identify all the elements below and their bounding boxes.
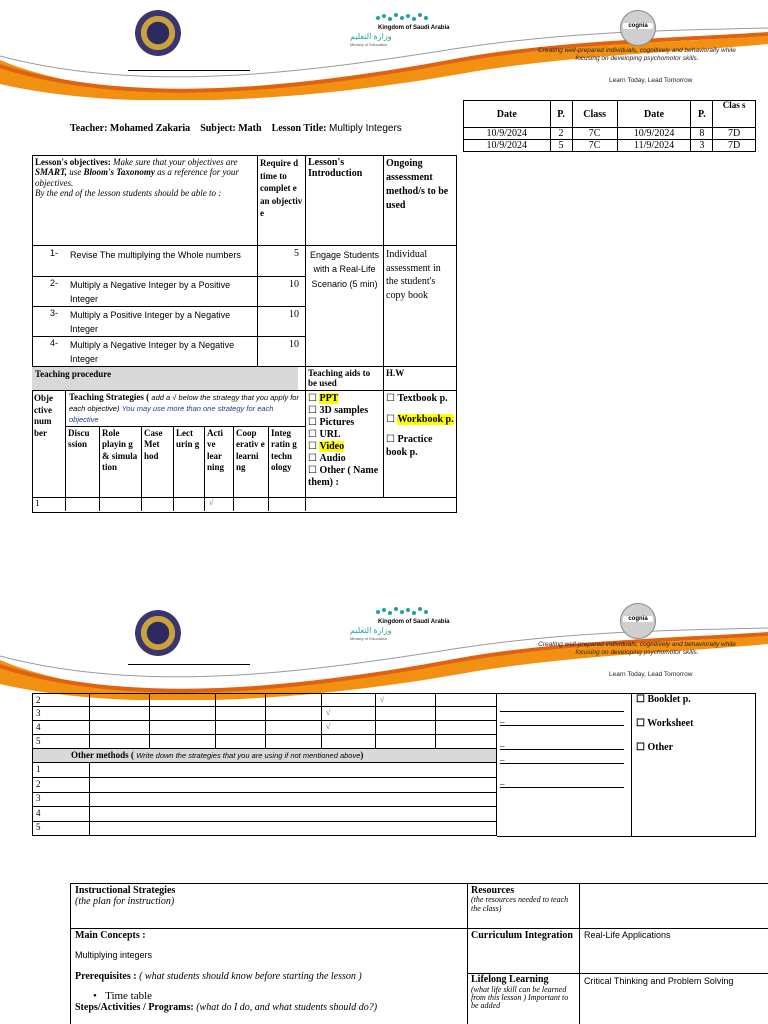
strategy-check-cell[interactable] [376, 707, 436, 721]
schedule-cell: 7D [713, 128, 756, 140]
instructional-table [70, 883, 768, 1024]
motto: Learn Today, Lead Tomorrow [609, 671, 693, 678]
aid-blank-line[interactable]: – [500, 753, 624, 764]
ministry-logo [350, 605, 450, 641]
schedule-header: P. [550, 101, 572, 128]
objective-row-number: 3 [32, 707, 90, 721]
schedule-cell: 10/9/2024 [464, 128, 551, 140]
aid-3d-samples[interactable]: ☐ 3D samples [308, 405, 369, 416]
strategy-check-cell[interactable] [322, 693, 376, 707]
hw-textbook[interactable]: ☐ Textbook p. [386, 393, 448, 404]
strategy-column-header: Lect urin g [174, 426, 205, 497]
lifelong-note: (what life skill can be learned from this lesson ) Important to be added [471, 984, 569, 1011]
tagline: Creating well-prepared individuals, cognitively and behaviorally while focusing on developing psychomotor skills. [538, 47, 736, 63]
strategy-check-cell[interactable] [376, 735, 436, 749]
other-method-number: 1 [32, 763, 90, 778]
strategy-check-cell[interactable] [90, 735, 150, 749]
aid-ppt[interactable]: ☐ PPT [308, 393, 339, 404]
strategy-column-header: Role playin g & simula tion [100, 426, 142, 497]
steps-note: (what do I do, and what students should do?) [196, 1002, 378, 1013]
strategy-check-cell[interactable] [436, 693, 497, 707]
aid-blank-line[interactable]: – [500, 715, 624, 726]
schedule-cell: 3 [691, 140, 713, 152]
schedule-table [463, 100, 756, 152]
strategy-check-cell[interactable] [266, 707, 322, 721]
checkbox-icon: ☐ [636, 742, 648, 753]
schedule-cell: 7C [572, 140, 617, 152]
schedule-cell: 2 [550, 128, 572, 140]
strategy-check-cell[interactable] [216, 693, 266, 707]
strategy-check-cell[interactable] [436, 721, 497, 735]
assessment-header: Ongoing assessment method/s to be used [384, 155, 456, 246]
strategy-check-cell[interactable] [150, 707, 216, 721]
hw-option[interactable] [636, 742, 673, 753]
teaching-aids-list [306, 390, 384, 497]
schedule-header: P. [691, 101, 713, 128]
strategy-check-cell[interactable] [266, 735, 322, 749]
schedule-cell: 7C [572, 128, 617, 140]
teaching-procedure: Teaching procedure [32, 366, 298, 390]
instr-title-cell [70, 883, 468, 929]
strategy-column-header: Integ ratin g techn ology [269, 426, 306, 497]
paren: ( [128, 750, 137, 760]
strategy-check-cell[interactable] [90, 693, 150, 707]
objective-row-number: 4 [32, 721, 90, 735]
ministry-sub: Ministry of Education [350, 636, 388, 641]
cognia-logo: cognia [620, 603, 656, 639]
strategy-column-header: Case Met hod [142, 426, 174, 497]
objective-time: 10 [258, 306, 306, 336]
hw-option-label: Booklet p. [647, 694, 691, 705]
objective-number-header: Obje ctive num ber [32, 390, 66, 497]
concept-value: Multiplying integers [75, 950, 153, 960]
ministry-dots-icon [374, 605, 434, 619]
strategy-check-cell[interactable] [322, 735, 376, 749]
other-method-input[interactable] [90, 807, 497, 822]
strategy-check-cell[interactable] [150, 735, 216, 749]
assessment-text: Individual assessment in the student's copy book [386, 249, 441, 301]
aid-blank-line[interactable] [500, 701, 624, 712]
objective-row-number: 2 [32, 693, 90, 707]
aid-audio[interactable]: ☐ Audio [308, 453, 346, 464]
schedule-header: Clas s [713, 101, 756, 128]
hw-practice-book[interactable]: ☐ Practice book p. [386, 434, 433, 458]
teacher-label: Teacher: Mohamed Zakaria [70, 123, 191, 134]
strategy-check-cell[interactable] [150, 693, 216, 707]
intro-header: Lesson's Introduction [306, 155, 384, 246]
prereq-label: Prerequisites : [75, 971, 137, 982]
aids-header: Teaching aids to be used [306, 366, 384, 390]
strategy-check-cell[interactable] [269, 497, 306, 511]
homework-list [384, 390, 456, 497]
schedule-cell: 8 [691, 128, 713, 140]
resources-label: Resources [471, 885, 515, 896]
schedule-cell: 10/9/2024 [464, 140, 551, 152]
curriculum-label: Curriculum Integration [468, 929, 580, 974]
subject-label: Subject: Math [200, 123, 262, 134]
aid-blank-line[interactable]: – [500, 739, 624, 750]
checkbox-icon: ☐ [308, 393, 317, 404]
steps-label: Steps/Activities / Programs: [75, 1002, 194, 1013]
strategy-check-cell[interactable] [66, 497, 100, 511]
divider [128, 664, 250, 665]
schedule-header: Date [617, 101, 691, 128]
lesson-plan-table [32, 155, 457, 513]
tagline: Creating well-prepared individuals, cognitively and behaviorally while focusing on developing psychomotor skills. [538, 641, 736, 657]
resources-value [580, 883, 768, 929]
lifelong-value: Critical Thinking and Problem Solving [580, 974, 768, 1024]
checkbox-icon: ☐ [308, 441, 317, 452]
time-header: Require d time to complet e an objectiv e [258, 155, 306, 246]
hw-continued-cell [632, 693, 756, 837]
strategy-check-cell[interactable] [174, 497, 205, 511]
main-concepts-label: Main Concepts : [75, 930, 146, 941]
objective-time: 5 [258, 246, 306, 276]
strategy-check-cell[interactable] [216, 707, 266, 721]
schedule-cell: 10/9/2024 [617, 128, 691, 140]
instr-title: Instructional Strategies [75, 885, 176, 896]
checkbox-icon: ☐ [308, 429, 317, 440]
lesson-title-label: Lesson Title: [271, 123, 327, 134]
hw-option-label: Other [647, 742, 674, 753]
schedule-cell: 7D [713, 140, 756, 152]
motto: Learn Today, Lead Tomorrow [609, 77, 693, 84]
ministry-name: Kingdom of Saudi Arabia [378, 619, 450, 625]
objective-number: 3- [50, 308, 59, 318]
strategy-check-cell[interactable] [376, 721, 436, 735]
lifelong-label: Lifelong Learning [471, 974, 549, 985]
schedule-header: Class [572, 101, 617, 128]
schedule-cell: 5 [550, 140, 572, 152]
objective-number: 1- [50, 248, 59, 258]
hw-option[interactable] [636, 718, 693, 729]
schedule-header: Date [464, 101, 551, 128]
checkbox-icon: ☐ [308, 405, 317, 416]
hw-workbook[interactable]: ☐ Workbook p. [386, 413, 454, 425]
checkbox-icon: ☐ [636, 694, 648, 705]
checkbox-icon: ☐ [386, 434, 395, 445]
ministry-arabic: وزارة التعليم [350, 32, 392, 41]
checkbox-icon: ☐ [386, 413, 395, 425]
aid-pictures[interactable]: ☐ Pictures [308, 417, 355, 428]
page2-table [32, 693, 756, 837]
other-methods-header [32, 749, 497, 763]
checkbox-icon: ☐ [308, 417, 317, 428]
intro-text: Engage Students with a Real-Life Scenario (5 min) [306, 246, 384, 366]
other-method-number: 2 [32, 778, 90, 793]
other-method-number: 3 [32, 792, 90, 807]
school-seal-logo [135, 610, 181, 656]
objective-text: Revise The multiplying the Whole numbers [70, 250, 241, 260]
checkbox-icon: ☐ [308, 465, 317, 476]
ministry-sub: Ministry of Education [350, 42, 388, 47]
aid-other[interactable]: ☐ Other ( Name them) : [308, 465, 379, 488]
checkbox-icon: ☐ [308, 453, 317, 464]
strategy-check-cell[interactable] [436, 735, 497, 749]
strategy-check-cell[interactable] [266, 721, 322, 735]
teacher-line [70, 123, 402, 134]
checkbox-icon: ☐ [636, 718, 648, 729]
other-method-number: 5 [32, 821, 90, 836]
other-method-number: 4 [32, 807, 90, 822]
lifelong-cell [468, 974, 580, 1024]
strategy-check-cell[interactable]: √ [322, 707, 376, 721]
paren: ) [360, 750, 364, 760]
instr-subtitle: (the plan for instruction) [75, 896, 175, 907]
ministry-name: Kingdom of Saudi Arabia [378, 25, 450, 31]
strategy-check-cell[interactable] [100, 497, 142, 511]
resources-sub: (the resources needed to teach the class) [471, 895, 569, 913]
strategy-check-cell[interactable]: √ [205, 497, 234, 511]
objective-time: 10 [258, 336, 306, 366]
cognia-logo: cognia [620, 10, 656, 46]
strategy-check-cell[interactable] [216, 721, 266, 735]
strategies-header: Teaching Strategies ( add a √ below the strategy that you apply for each objective) You may use more than one strategy for each objective [66, 390, 306, 426]
strategy-check-cell[interactable] [90, 707, 150, 721]
bullet-item: • Time table [93, 990, 153, 1002]
curriculum-value: Real-Life Applications [580, 929, 768, 974]
aid-blank-line[interactable]: – [500, 777, 624, 788]
objective-text: Multiply a Positive Integer by a Negative Integer [70, 310, 231, 335]
aid-url[interactable]: ☐ URL [308, 429, 341, 440]
other-method-input[interactable] [90, 778, 497, 793]
strategy-check-cell[interactable] [90, 721, 150, 735]
objective-text: Multiply a Negative Integer by a Negative Integer [70, 340, 235, 365]
strategy-check-cell[interactable] [266, 693, 322, 707]
objective-number: 2- [50, 278, 59, 288]
other-method-input[interactable] [90, 821, 497, 836]
strategy-column-header: Acti ve lear ning [205, 426, 234, 497]
ministry-arabic: وزارة التعليم [350, 626, 392, 635]
strategy-check-cell[interactable] [150, 721, 216, 735]
hw-option[interactable] [636, 694, 691, 705]
divider [128, 70, 250, 71]
other-methods-label: Other methods [71, 750, 129, 760]
objective-number: 4- [50, 338, 59, 348]
schedule-cell: 11/9/2024 [617, 140, 691, 152]
objectives-header: Lesson's objectives: Make sure that your objectives are SMART, use Bloom's Taxonomy as a reference for your objectives. By the end of the lesson students should be able to : [32, 155, 258, 246]
hw-header: H.W [384, 366, 456, 390]
strategy-check-cell[interactable] [436, 707, 497, 721]
strategy-check-cell[interactable]: √ [322, 721, 376, 735]
aid-video[interactable]: ☐ Video [308, 441, 345, 452]
school-seal-logo [135, 10, 181, 56]
ministry-logo [350, 11, 450, 47]
prereq-note: ( what students should know before starting the lesson ) [139, 971, 362, 982]
other-method-input[interactable] [90, 763, 497, 778]
strategy-check-cell[interactable] [234, 497, 269, 511]
strategy-column-header: Coop erativ e learni ng [234, 426, 269, 497]
ministry-dots-icon [374, 11, 434, 25]
hw-option-label: Worksheet [647, 718, 694, 729]
objective-row-number: 1 [32, 497, 66, 511]
other-methods-note: Write down the strategies that you are using if not mentioned above [136, 751, 361, 760]
strategy-check-cell[interactable] [142, 497, 174, 511]
strategy-check-cell[interactable] [216, 735, 266, 749]
objective-time: 10 [258, 276, 306, 306]
lesson-title-value: Multiply Integers [329, 123, 402, 134]
objective-row-number: 5 [32, 735, 90, 749]
strategy-column-header: Discu ssion [66, 426, 100, 497]
checkbox-icon: ☐ [386, 393, 395, 404]
other-method-input[interactable] [90, 792, 497, 807]
resources-cell [468, 883, 580, 929]
strategy-check-cell[interactable]: √ [376, 693, 436, 707]
main-concepts-cell [70, 929, 468, 1024]
objective-text: Multiply a Negative Integer by a Positive Integer [70, 280, 231, 305]
